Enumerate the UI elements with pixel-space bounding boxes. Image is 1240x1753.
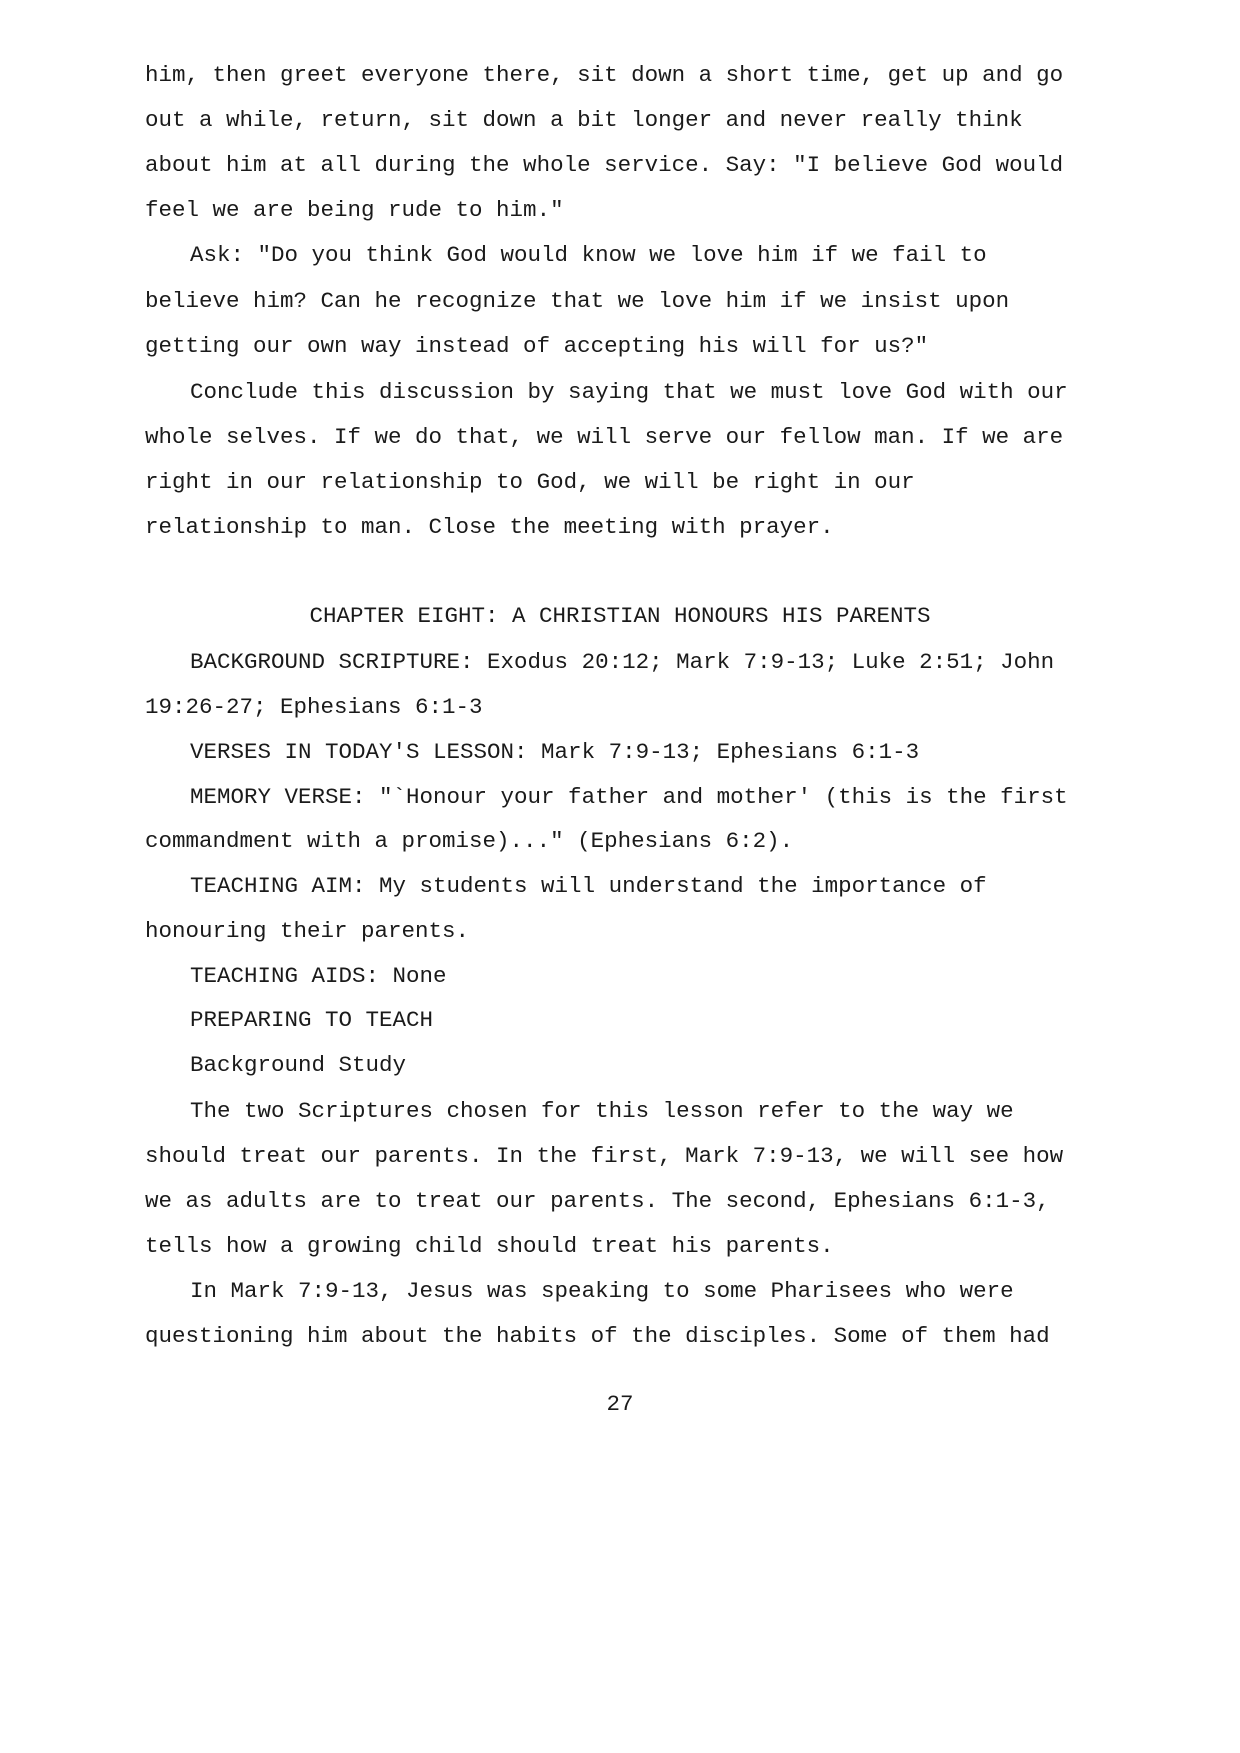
paragraph-4-line-1: The two Scriptures chosen for this lesson refer to the way we xyxy=(190,1098,1014,1124)
paragraph-2-line-1: Ask: "Do you think God would know we love him if we fail to xyxy=(190,242,987,268)
paragraph-5-line-1: In Mark 7:9-13, Jesus was speaking to some Pharisees who were xyxy=(190,1278,1014,1304)
memory-verse-line-2: commandment with a promise)..." (Ephesians 6:2). xyxy=(145,828,794,854)
paragraph-3-line-4: relationship to man. Close the meeting with prayer. xyxy=(145,514,834,540)
paragraph-3-line-1: Conclude this discussion by saying that we must love God with our xyxy=(190,379,1068,405)
verses-in-lesson: VERSES IN TODAY'S LESSON: Mark 7:9-13; Ephesians 6:1-3 xyxy=(190,739,920,765)
paragraph-4-line-4: tells how a growing child should treat his parents. xyxy=(145,1233,834,1259)
paragraph-2-line-3: getting our own way instead of accepting his will for us?" xyxy=(145,333,929,359)
paragraph-1-line-1: him, then greet everyone there, sit down a short time, get up and go xyxy=(145,62,1064,88)
paragraph-5-line-2: questioning him about the habits of the disciples. Some of them had xyxy=(145,1323,1050,1349)
preparing-to-teach: PREPARING TO TEACH xyxy=(190,1007,434,1033)
page-number: 27 xyxy=(606,1391,634,1417)
paragraph-3-line-2: whole selves. If we do that, we will serve our fellow man. If we are xyxy=(145,424,1064,450)
paragraph-4-line-2: should treat our parents. In the first, Mark 7:9-13, we will see how xyxy=(145,1143,1064,1169)
paragraph-2-line-2: believe him? Can he recognize that we love him if we insist upon xyxy=(145,288,1010,314)
paragraph-1-line-4: feel we are being rude to him." xyxy=(145,197,564,223)
background-scripture-line-2: 19:26-27; Ephesians 6:1-3 xyxy=(145,694,483,720)
paragraph-4-line-3: we as adults are to treat our parents. The second, Ephesians 6:1-3, xyxy=(145,1188,1050,1214)
chapter-heading: CHAPTER EIGHT: A CHRISTIAN HONOURS HIS PARENTS xyxy=(309,603,931,629)
paragraph-1-line-3: about him at all during the whole service. Say: "I believe God would xyxy=(145,152,1064,178)
paragraph-3-line-3: right in our relationship to God, we will be right in our xyxy=(145,469,915,495)
teaching-aids: TEACHING AIDS: None xyxy=(190,963,447,989)
background-study-heading: Background Study xyxy=(190,1052,407,1078)
paragraph-1-line-2: out a while, return, sit down a bit longer and never really think xyxy=(145,107,1023,133)
background-scripture-line-1: BACKGROUND SCRIPTURE: Exodus 20:12; Mark 7:9-13; Luke 2:51; John xyxy=(190,649,1055,675)
teaching-aim-line-2: honouring their parents. xyxy=(145,918,470,944)
teaching-aim-line-1: TEACHING AIM: My students will understand the importance of xyxy=(190,873,987,899)
memory-verse-line-1: MEMORY VERSE: "`Honour your father and mother' (this is the first xyxy=(190,784,1068,810)
